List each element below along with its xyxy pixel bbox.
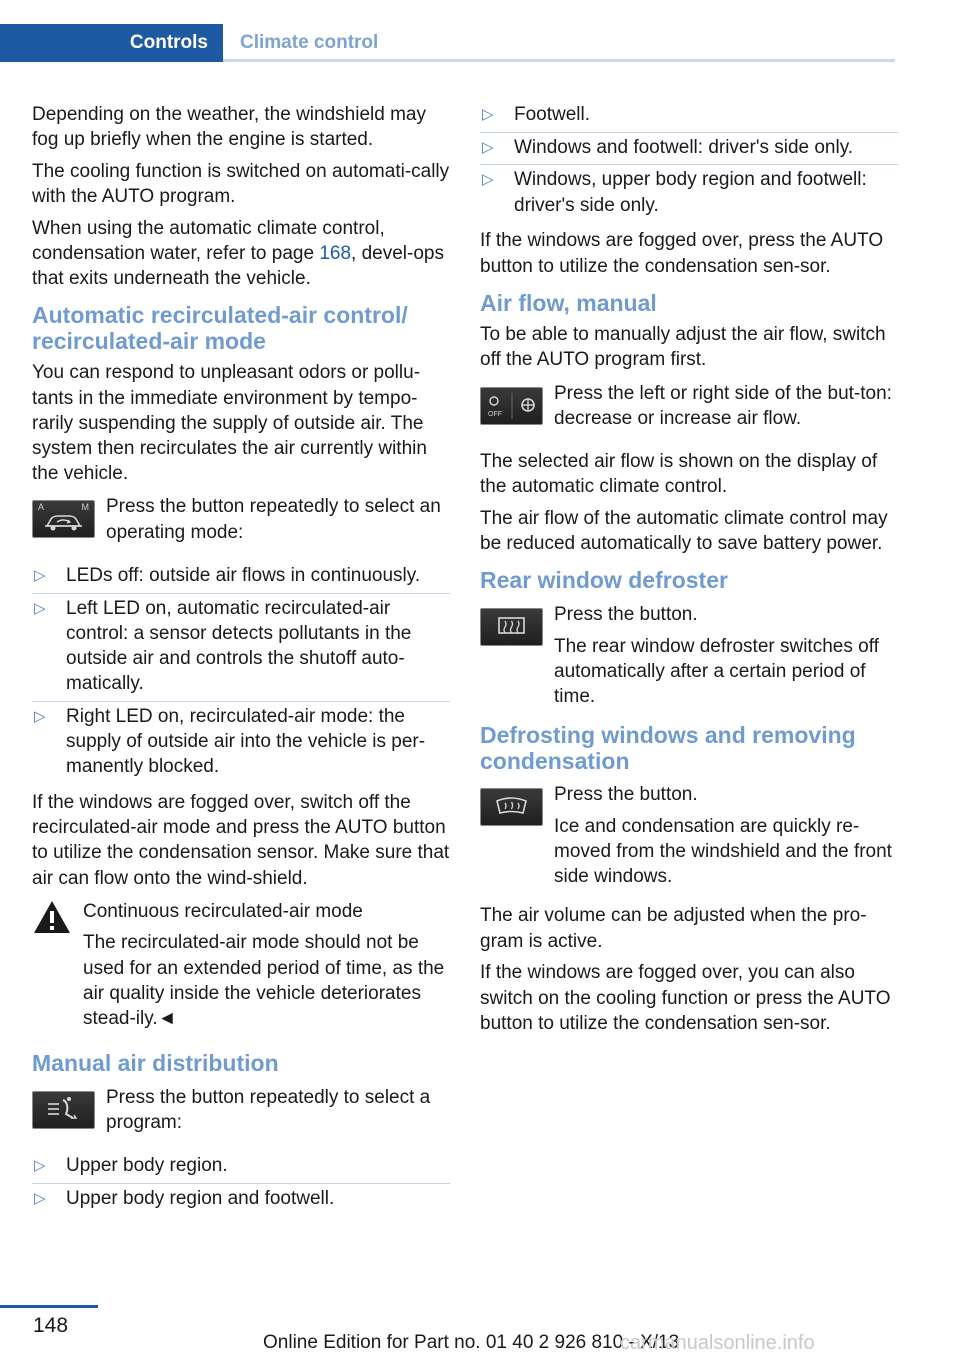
- paragraph: Depending on the weather, the windshield may fog up briefly when the engine is started.: [32, 104, 426, 151]
- list-item: ▷ Windows, upper body region and footwell: driver's side only.: [482, 169, 867, 216]
- paragraph: The air volume can be adjusted when the pro‐gram is active.: [480, 905, 867, 952]
- section-tab-climate-control[interactable]: Climate control: [240, 32, 379, 53]
- triangle-bullet-icon: ▷: [34, 599, 46, 617]
- instruction-text: Press the button.: [554, 784, 698, 806]
- warning-triangle-icon: [32, 899, 72, 935]
- instruction-text: Press the left or right side of the but‐ton: decrease or increase air flow.: [554, 382, 892, 429]
- rear-defroster-instruction: [480, 602, 898, 709]
- recirc-manual-label: M: [81, 502, 89, 513]
- section-heading-manual-air-distribution: Manual air distribution: [32, 1050, 279, 1077]
- list-item: ▷ Right LED on, recirculated-air mode: the supply of outside air into the vehicle is per‐manently blocked.: [34, 705, 426, 778]
- section-heading-recirculated-air: Automatic recirculated-air control/ recirculated-air mode: [32, 302, 408, 354]
- recirc-auto-label: A: [38, 502, 45, 513]
- section-heading-air-flow-manual: Air flow, manual: [480, 289, 657, 316]
- footer-divider: [0, 1305, 98, 1308]
- list-item: ▷ LEDs off: outside air flows in continuously.: [32, 563, 450, 594]
- section-heading-defrosting-windows: Defrosting windows and removing condensation: [480, 722, 856, 774]
- instruction-text: Press the button repeatedly to select an operating mode:: [106, 496, 441, 543]
- air-distribution-program-list-continued: [480, 102, 898, 222]
- edition-footer: Online Edition for Part no. 01 40 2 926 810 - X/13: [263, 1332, 680, 1353]
- fan-icon: [481, 388, 542, 424]
- section-heading-rear-window-defroster: Rear window defroster: [480, 567, 728, 594]
- page-reference-link[interactable]: 168: [319, 243, 352, 265]
- triangle-bullet-icon: ▷: [34, 707, 46, 725]
- list-item: ▷ Footwell.: [480, 102, 898, 133]
- air-flow-button-image: [480, 387, 543, 425]
- instruction-text: Press the button repeatedly to select a program:: [106, 1086, 431, 1133]
- defrost-instruction: [480, 782, 898, 889]
- triangle-bullet-icon: ▷: [482, 171, 494, 189]
- air-flow-button-instruction: [480, 381, 898, 431]
- warning-title: Continuous recirculated-air mode: [83, 900, 363, 922]
- paragraph: The selected air flow is shown on the display of the automatic climate control.: [480, 451, 878, 498]
- paragraph: If the windows are fogged over, switch off the recirculated-air mode and press the AUTO button to utilize the condensation sensor. Make sure that air can flow onto the wind‐shield.: [32, 791, 450, 889]
- list-item: ▷ Windows and footwell: driver's side only.: [480, 135, 898, 166]
- defrost-button-image: [480, 788, 543, 826]
- paragraph: You can respond to unpleasant odors or pollu‐tants in the immediate environment by tempo‐rarily suspending the supply of outside air. The system then recirculates the air currently within the vehicle.: [32, 362, 427, 485]
- recirculation-button-instruction: [32, 494, 450, 544]
- triangle-bullet-icon: ▷: [34, 1157, 46, 1175]
- car-recirculation-icon: [33, 501, 94, 537]
- paragraph: The cooling function is switched on automati‐cally with the AUTO program.: [32, 160, 450, 208]
- section-tab-controls[interactable]: [0, 24, 223, 62]
- air-distribution-button-instruction: [32, 1085, 450, 1135]
- warning-body: The recirculated-air mode should not be used for an extended period of time, as the air quality inside the vehicle deteriorates stead‐ily.◄: [83, 932, 445, 1030]
- triangle-bullet-icon: ▷: [34, 1189, 46, 1207]
- triangle-bullet-icon: ▷: [482, 106, 494, 123]
- page-number: 148: [33, 1314, 69, 1337]
- list-item: ▷ Left LED on, automatic recirculated-air control: a sensor detects pollutants in the outside air and controls the shutoff auto‐matically.: [32, 596, 450, 702]
- paragraph: If the windows are fogged over, press the AUTO button to utilize the condensation sen‐sor.: [480, 230, 884, 277]
- right-column: [480, 102, 898, 1042]
- warning-note: [32, 899, 450, 1032]
- triangle-bullet-icon: ▷: [34, 566, 46, 584]
- list-item: ▷ Upper body region and footwell.: [32, 1186, 450, 1216]
- paragraph: When using the automatic climate control, condensation water, refer to page 168, devel‐ops that exits underneath the vehicle.: [32, 217, 444, 290]
- air-flow-off-label: OFF: [488, 410, 502, 418]
- windshield-defrost-icon: [481, 789, 542, 825]
- rear-defroster-icon: [481, 609, 542, 645]
- page-header: [0, 24, 895, 62]
- paragraph: The air flow of the automatic climate control may be reduced automatically to save battery power.: [480, 507, 888, 555]
- section-tab-label: Controls: [129, 32, 208, 53]
- header-divider: [223, 59, 895, 62]
- watermark: carmanualsonline.info: [620, 1332, 815, 1354]
- air-distribution-program-list: [32, 1153, 450, 1215]
- rear-defroster-button-image: [480, 608, 543, 646]
- recirculation-button-image: [32, 500, 95, 538]
- list-item: ▷ Upper body region.: [32, 1153, 450, 1184]
- left-column: [32, 102, 450, 1222]
- instruction-text: Ice and condensation are quickly re‐moved from the windshield and the front side windows.: [554, 815, 892, 888]
- instruction-text: The rear window defroster switches off automatically after a certain period of time.: [554, 635, 879, 707]
- air-distribution-button-image: [32, 1091, 95, 1129]
- instruction-text: Press the button.: [554, 603, 698, 625]
- recirculation-mode-list: [32, 563, 450, 784]
- paragraph: To be able to manually adjust the air flow, switch off the AUTO program first.: [480, 324, 886, 371]
- triangle-bullet-icon: ▷: [482, 138, 494, 156]
- paragraph: If the windows are fogged over, you can also switch on the cooling function or press the AUTO button to utilize the condensation sen‐sor.: [480, 962, 891, 1034]
- air-distribution-icon: [33, 1092, 94, 1128]
